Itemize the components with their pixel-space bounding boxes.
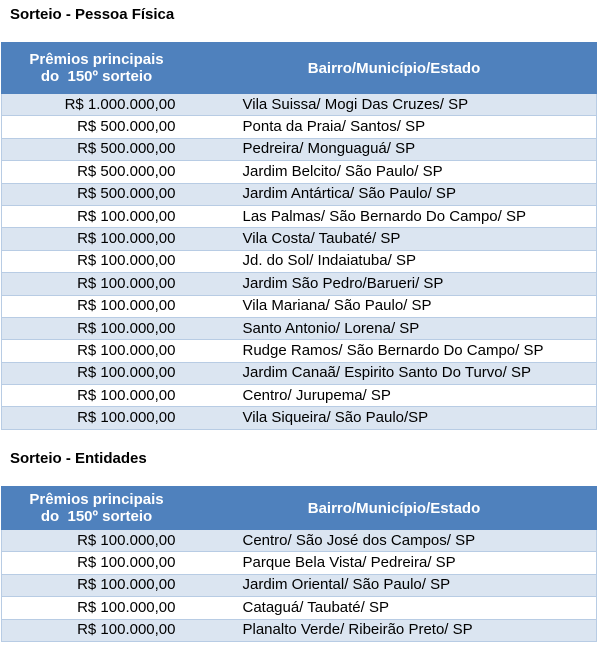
section-title-pessoa-fisica: Sorteio - Pessoa Física [10, 6, 175, 23]
table-row [2, 362, 597, 384]
prize-amount: R$ 500.000,00 [2, 183, 192, 205]
prizes-table-entidades [1, 486, 597, 642]
prize-amount: R$ 500.000,00 [2, 116, 192, 138]
prize-amount: R$ 100.000,00 [2, 250, 192, 272]
prize-amount: R$ 100.000,00 [2, 619, 192, 641]
header-prize [2, 487, 192, 530]
header-prize-line1: Prêmios principais [29, 491, 164, 508]
table-row [2, 385, 597, 407]
prize-amount: R$ 100.000,00 [2, 362, 192, 384]
header-location: Bairro/Município/Estado [192, 43, 597, 94]
prize-location: Jardim Antártica/ São Paulo/ SP [192, 183, 597, 205]
table-header-row [2, 487, 597, 530]
prize-location: Pedreira/ Monguaguá/ SP [192, 138, 597, 160]
header-prize-line2: do 150º sorteio [40, 508, 153, 525]
header-prize-line1: Prêmios principais [29, 51, 164, 68]
prize-location: Jardim Belcito/ São Paulo/ SP [192, 161, 597, 183]
table-row [2, 619, 597, 641]
prize-location: Rudge Ramos/ São Bernardo Do Campo/ SP [192, 340, 597, 362]
table-row [2, 116, 597, 138]
prize-location: Jardim São Pedro/Barueri/ SP [192, 273, 597, 295]
table-row [2, 205, 597, 227]
prize-location: Vila Suissa/ Mogi Das Cruzes/ SP [192, 94, 597, 116]
prize-location: Planalto Verde/ Ribeirão Preto/ SP [192, 619, 597, 641]
prize-amount: R$ 100.000,00 [2, 228, 192, 250]
prize-location: Centro/ Jurupema/ SP [192, 385, 597, 407]
header-prize-line2: do 150º sorteio [40, 68, 153, 85]
prize-location: Centro/ São José dos Campos/ SP [192, 530, 597, 552]
table-row [2, 273, 597, 295]
prize-location: Jd. do Sol/ Indaiatuba/ SP [192, 250, 597, 272]
prize-location: Parque Bela Vista/ Pedreira/ SP [192, 552, 597, 574]
table-body [2, 94, 597, 430]
table-row [2, 317, 597, 339]
prize-amount: R$ 100.000,00 [2, 295, 192, 317]
table-row [2, 183, 597, 205]
prize-location: Jardim Canaã/ Espirito Santo Do Turvo/ SP [192, 362, 597, 384]
table-body [2, 530, 597, 642]
table-row [2, 295, 597, 317]
table-row [2, 597, 597, 619]
table-header-row [2, 43, 597, 94]
prize-location: Jardim Oriental/ São Paulo/ SP [192, 574, 597, 596]
prize-location: Vila Costa/ Taubaté/ SP [192, 228, 597, 250]
table-row [2, 250, 597, 272]
header-location: Bairro/Município/Estado [192, 487, 597, 530]
table-row [2, 574, 597, 596]
section-title-entidades: Sorteio - Entidades [10, 450, 147, 467]
prize-amount: R$ 100.000,00 [2, 340, 192, 362]
prizes-table-pessoa-fisica [1, 42, 597, 430]
prize-location: Vila Mariana/ São Paulo/ SP [192, 295, 597, 317]
table-row [2, 94, 597, 116]
prize-amount: R$ 100.000,00 [2, 317, 192, 339]
prize-amount: R$ 100.000,00 [2, 597, 192, 619]
prize-amount: R$ 500.000,00 [2, 138, 192, 160]
table-row [2, 138, 597, 160]
prize-amount: R$ 100.000,00 [2, 574, 192, 596]
table-row [2, 340, 597, 362]
prize-amount: R$ 100.000,00 [2, 273, 192, 295]
table-row [2, 552, 597, 574]
prize-location: Las Palmas/ São Bernardo Do Campo/ SP [192, 205, 597, 227]
prize-amount: R$ 100.000,00 [2, 552, 192, 574]
table-row [2, 530, 597, 552]
table-row [2, 228, 597, 250]
prize-location: Santo Antonio/ Lorena/ SP [192, 317, 597, 339]
prize-amount: R$ 100.000,00 [2, 205, 192, 227]
prize-location: Vila Siqueira/ São Paulo/SP [192, 407, 597, 429]
table-row [2, 161, 597, 183]
prize-amount: R$ 100.000,00 [2, 530, 192, 552]
prize-amount: R$ 1.000.000,00 [2, 94, 192, 116]
prize-location: Cataguá/ Taubaté/ SP [192, 597, 597, 619]
prize-amount: R$ 100.000,00 [2, 385, 192, 407]
prize-location: Ponta da Praia/ Santos/ SP [192, 116, 597, 138]
prize-amount: R$ 500.000,00 [2, 161, 192, 183]
header-prize [2, 43, 192, 94]
table-row [2, 407, 597, 429]
prize-amount: R$ 100.000,00 [2, 407, 192, 429]
